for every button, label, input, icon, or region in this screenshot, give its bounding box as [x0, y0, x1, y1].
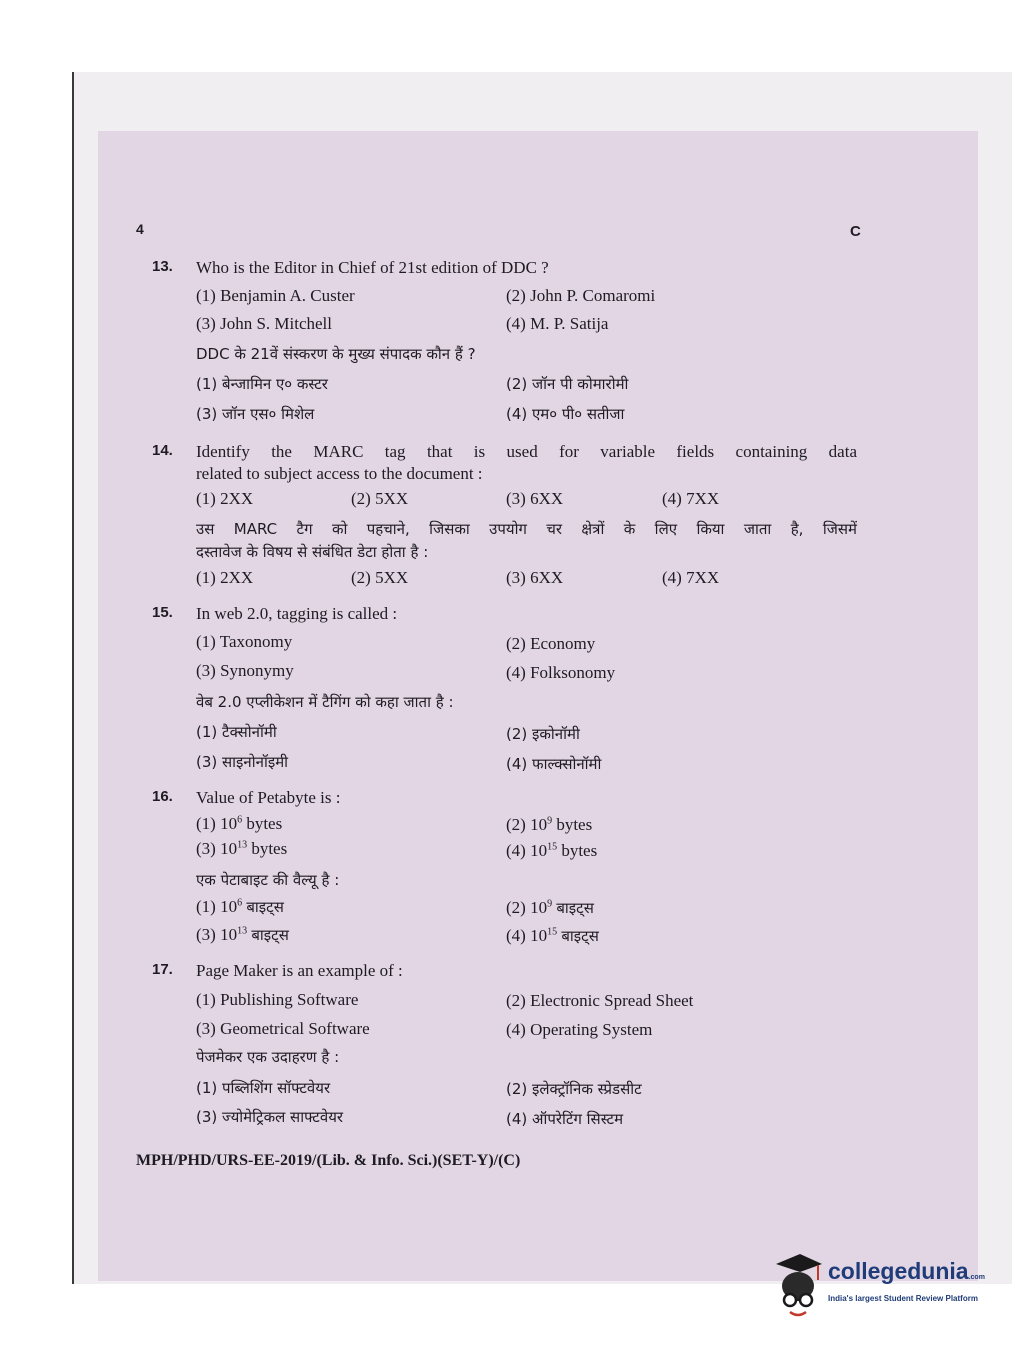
- option-3-hi: (3) 6XX: [506, 568, 564, 587]
- question-text-en: In web 2.0, tagging is called :: [196, 604, 398, 623]
- option-4-en: (4) $10^{15}$ bytes: [506, 841, 598, 860]
- brand-name: collegedunia: [828, 1258, 969, 1284]
- option-4-hi: (4) एम० पी० सतीजा: [506, 405, 625, 423]
- question-text-en: Value of Petabyte is :: [196, 788, 341, 807]
- question-text-en: Who is the Editor in Chief of 21st edition of DDC ?: [196, 258, 549, 277]
- question-text-hi: DDC के 21वें संस्करण के मुख्य संपादक कौन हैं ?: [196, 345, 476, 363]
- option-3-hi: (3) जॉन एस० मिशेल: [196, 405, 315, 423]
- option-1-en: (1) Taxonomy: [196, 632, 293, 651]
- question-text-en-line1: Identify the MARC tag that is used for variable fields containing data: [196, 442, 857, 461]
- question-number: 14.: [152, 442, 173, 459]
- option-1-en: (1) 2XX: [196, 489, 254, 508]
- option-4-hi: (4) $10^{15}$ बाइट्स: [506, 926, 599, 945]
- question-number: 15.: [152, 604, 173, 621]
- option-4-en: (4) Folksonomy: [506, 663, 616, 682]
- option-2-hi: (2) जॉन पी कोमारोमी: [506, 375, 629, 393]
- option-2-en: (2) Economy: [506, 634, 596, 653]
- question-text-hi-line1: उस MARC टैग को पहचाने, जिसका उपयोग चर क्षेत्रों के लिए किया जाता है, जिसमें: [196, 520, 857, 538]
- mascot-icon: [770, 1250, 826, 1325]
- option-3-hi: (3) $10^{13}$ बाइट्स: [196, 925, 289, 944]
- question-number: 17.: [152, 961, 173, 978]
- option-1-en: (1) Publishing Software: [196, 990, 359, 1009]
- option-1-hi: (1) 2XX: [196, 568, 254, 587]
- question-text-en-line2: related to subject access to the document :: [196, 464, 483, 483]
- brand-tagline: India's largest Student Review Platform: [828, 1294, 978, 1303]
- collegedunia-watermark: [770, 1250, 995, 1325]
- option-1-en: (1) $10^6$ bytes: [196, 814, 283, 833]
- scan-border: [72, 72, 74, 1284]
- option-4-hi: (4) फाल्क्सोनॉमी: [506, 755, 602, 773]
- question-text-hi: वेब 2.0 एप्लीकेशन में टैगिंग को कहा जाता है :: [196, 693, 454, 711]
- option-4-hi: (4) 7XX: [662, 568, 720, 587]
- option-1-hi: (1) टैक्सोनॉमी: [196, 723, 277, 741]
- option-4-hi: (4) ऑपरेटिंग सिस्टम: [506, 1110, 624, 1128]
- brand-suffix: .com: [968, 1274, 985, 1281]
- option-1-hi: (1) बेन्जामिन ए० कस्टर: [196, 375, 328, 393]
- question-text-en: Page Maker is an example of :: [196, 961, 403, 980]
- option-2-en: (2) $10^9$ bytes: [506, 815, 593, 834]
- option-4-en: (4) Operating System: [506, 1020, 653, 1039]
- question-text-hi: एक पेटाबाइट की वैल्यू है :: [196, 871, 340, 889]
- option-2-hi: (2) 5XX: [351, 568, 409, 587]
- option-4-en: (4) 7XX: [662, 489, 720, 508]
- option-2-en: (2) John P. Comaromi: [506, 286, 656, 305]
- option-3-en: (3) John S. Mitchell: [196, 314, 332, 333]
- set-code: C: [850, 223, 861, 240]
- paper-code-footer: MPH/PHD/URS-EE-2019/(Lib. & Info. Sci.)(SET-Y)/(C): [136, 1152, 521, 1169]
- option-3-hi: (3) ज्योमेट्रिकल साफ्टवेयर: [196, 1108, 344, 1126]
- question-text-hi-line2: दस्तावेज के विषय से संबंधित डेटा होता है :: [196, 543, 429, 561]
- option-3-en: (3) Synonymy: [196, 661, 294, 680]
- question-number: 13.: [152, 258, 173, 275]
- option-2-en: (2) 5XX: [351, 489, 409, 508]
- option-3-en: (3) Geometrical Software: [196, 1019, 370, 1038]
- option-1-en: (1) Benjamin A. Custer: [196, 286, 355, 305]
- option-1-hi: (1) $10^6$ बाइट्स: [196, 897, 284, 916]
- option-2-en: (2) Electronic Spread Sheet: [506, 991, 694, 1010]
- option-2-hi: (2) इकोनॉमी: [506, 725, 580, 743]
- option-2-hi: (2) इलेक्ट्रॉनिक स्प्रेडसीट: [506, 1080, 642, 1098]
- option-3-hi: (3) साइनोनॉइमी: [196, 753, 289, 771]
- option-3-en: (3) $10^{13}$ bytes: [196, 839, 288, 858]
- question-number: 16.: [152, 788, 173, 805]
- option-4-en: (4) M. P. Satija: [506, 314, 609, 333]
- question-text-hi: पेजमेकर एक उदाहरण है :: [196, 1048, 340, 1066]
- option-2-hi: (2) $10^9$ बाइट्स: [506, 898, 594, 917]
- page-number: 4: [136, 221, 144, 237]
- option-3-en: (3) 6XX: [506, 489, 564, 508]
- option-1-hi: (1) पब्लिशिंग सॉफ्टवेयर: [196, 1079, 331, 1097]
